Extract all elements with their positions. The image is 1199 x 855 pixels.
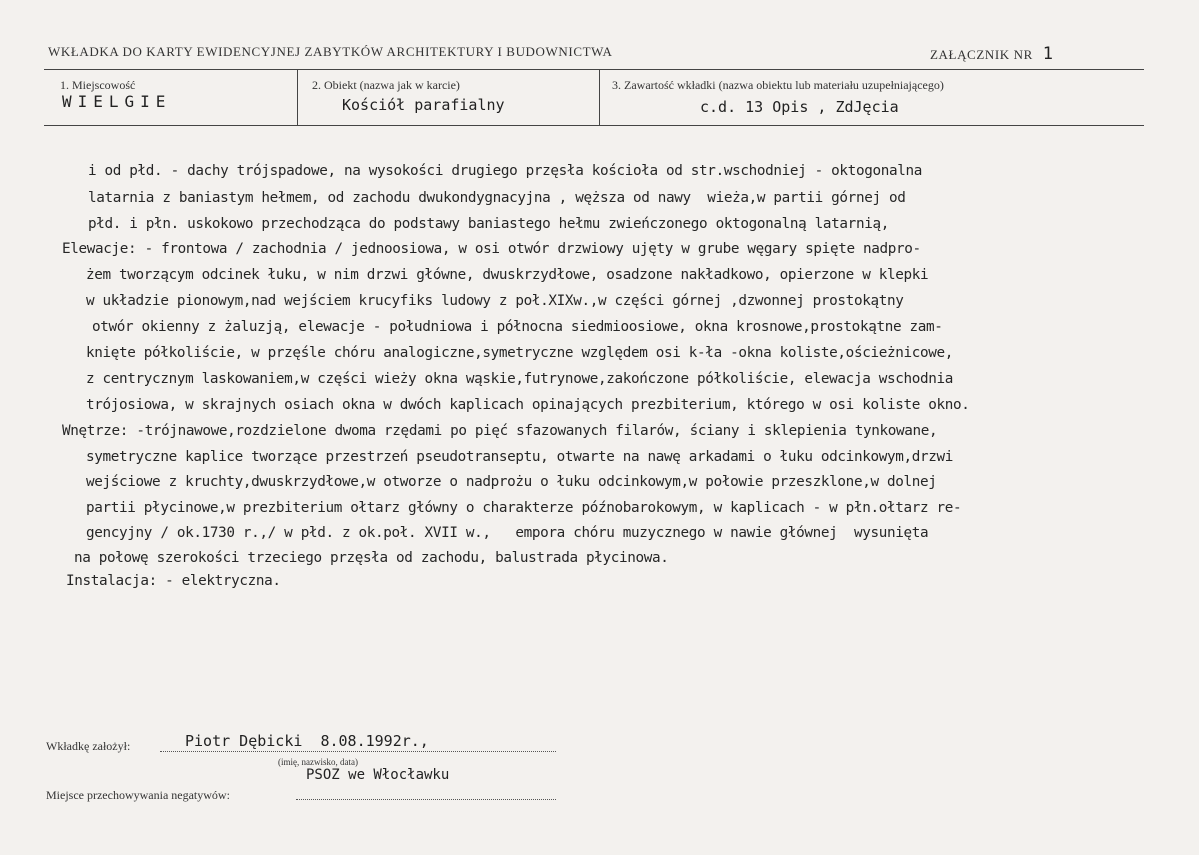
body-line: trójosiowa, w skrajnych osiach okna w dwóch kaplicach opinających prezbiterium, którego w osi koliste okno. xyxy=(86,397,970,413)
author-dotted-line xyxy=(160,751,556,752)
author-label: Wkładkę założył: xyxy=(46,739,131,753)
header-divider-top xyxy=(44,69,1144,70)
object-label: 2. Obiekt (nazwa jak w karcie) xyxy=(312,78,460,92)
body-line: gencyjny / ok.1730 r.,/ w płd. z ok.poł. XVII w., empora chóru muzycznego w nawie głównej wysunięta xyxy=(86,525,929,541)
attachment-label: ZAŁĄCZNIK NR xyxy=(930,47,1033,62)
body-line: knięte półkoliście, w przęśle chóru analogiczne,symetryczne względem osi k-ła -okna koliste,ościeżnicowe, xyxy=(86,345,954,361)
body-line: Instalacja: - elektryczna. xyxy=(66,573,281,589)
body-line: i od płd. - dachy trójspadowe, na wysokości drugiego przęsła kościoła od str.wschodniej - oktogonalna xyxy=(88,163,923,179)
body-line: Wnętrze: -trójnawowe,rozdzielone dwoma rzędami po pięć sfazowanych filarów, ściany i sklepienia tynkowane, xyxy=(62,423,938,439)
body-line: Elewacje: - frontowa / zachodnia / jednoosiowa, w osi otwór drzwiowy ujęty w grube węgary spięte nadpro- xyxy=(62,241,921,257)
content-value: c.d. 13 Opis , ZdJęcia xyxy=(700,98,899,116)
storage-value: PSOZ we Włocławku xyxy=(306,767,450,783)
author-caption: (imię, nazwisko, data) xyxy=(278,757,358,767)
body-line: żem tworzącym odcinek łuku, w nim drzwi główne, dwuskrzydłowe, osadzone nakładkowo, opierzone w klepki xyxy=(86,267,929,283)
body-line: na połowę szerokości trzeciego przęsła od zachodu, balustrada płycinowa. xyxy=(74,550,669,566)
place-value: WIELGIE xyxy=(62,92,172,111)
negatives-label: Miejsce przechowywania negatywów: xyxy=(46,788,230,802)
header-divider-bottom xyxy=(44,125,1144,126)
object-value: Kościół parafialny xyxy=(342,96,505,114)
attachment-number-label xyxy=(930,44,1054,64)
place-label: 1. Miejscowość xyxy=(60,78,136,92)
field-separator-1 xyxy=(297,69,298,126)
form-title: WKŁADKA DO KARTY EWIDENCYJNEJ ZABYTKÓW ARCHITEKTURY I BUDOWNICTWA xyxy=(48,44,613,59)
body-line: latarnia z baniastym hełmem, od zachodu dwukondygnacyjna , węższa od nawy wieża,w partii górnej od xyxy=(88,190,906,206)
content-label: 3. Zawartość wkładki (nazwa obiektu lub materiału uzupełniającego) xyxy=(612,78,944,92)
body-line: z centrycznym laskowaniem,w części wieży okna wąskie,futrynowe,zakończone półkoliście, elewacja wschodnia xyxy=(86,371,954,387)
body-line: płd. i płn. uskokowo przechodząca do podstawy baniastego hełmu zwieńczonego oktogonalną latarnią, xyxy=(88,216,889,232)
body-line: wejściowe z kruchty,dwuskrzydłowe,w otworze o nadprożu o łuku odcinkowym,w połowie przeszklone,w dolnej xyxy=(86,474,937,490)
author-value: Piotr Dębicki 8.08.1992r., xyxy=(185,732,429,750)
field-separator-2 xyxy=(599,69,600,126)
body-line: symetryczne kaplice tworzące przestrzeń pseudotranseptu, otwarte na nawę arkadami o łuku odcinkowym,drzwi xyxy=(86,449,954,465)
body-line: otwór okienny z żaluzją, elewacje - południowa i północna siedmioosiowe, okna krosnowe,prostokątne zam- xyxy=(92,319,943,335)
body-line: w układzie pionowym,nad wejściem krucyfiks ludowy z poł.XIXw.,w części górnej ,dzwonnej prostokątny xyxy=(86,293,904,309)
attachment-number: 1 xyxy=(1042,44,1054,64)
body-line: partii płycinowe,w prezbiterium ołtarz główny o charakterze późnobarokowym, w kaplicach - w płn.ołtarz re- xyxy=(86,500,962,516)
negatives-dotted-line xyxy=(296,799,556,800)
